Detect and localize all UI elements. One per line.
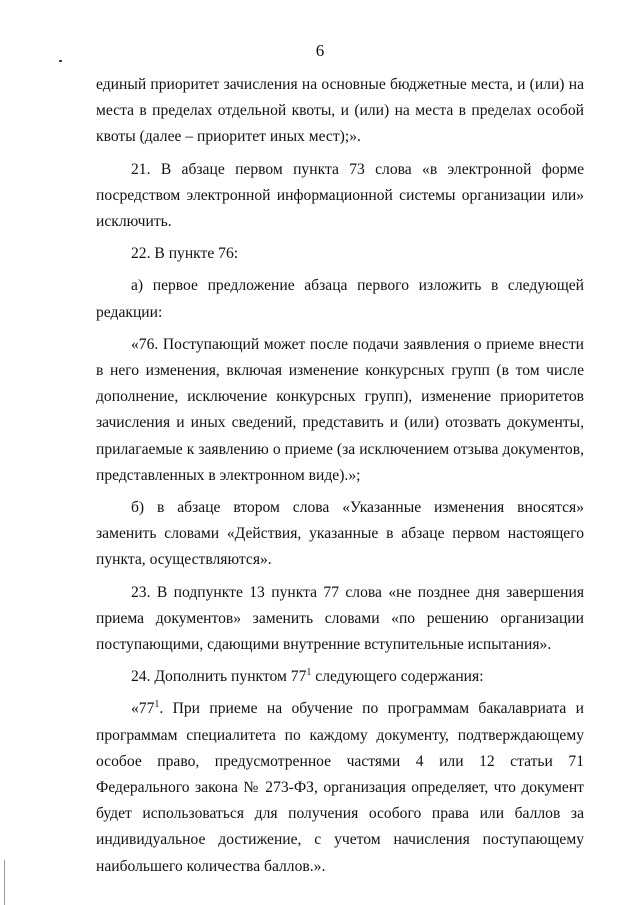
paragraph-item-22: 22. В пункте 76: — [131, 245, 239, 263]
paragraph-continuation: единый приоритет зачисления на основные бюджетные места, и (или) на места в пределах отдельной квоты, и (или) на места в пределах особой квоты (далее – приоритет иных мест);». — [96, 76, 584, 146]
paragraph-quote-76: «76. Поступающий может после подачи заявления о приеме внести в него изменения, включая изменение конкурсных групп (в том числе дополнение, исключение конкурсных групп), изменение приоритетов зачисления и иных сведений, представить и (или) отозвать документы, прилагаемые к заявлению о приеме (за исключением отзыва документов, представленных в электронном виде).»; — [96, 335, 584, 484]
item24-superscript: 1 — [306, 667, 312, 679]
paragraph-item-21: 21. В абзаце первом пункта 73 слова «в электронной форме посредством электронной информационной системы организации или» исключить. — [96, 160, 584, 231]
item77-text: «77 — [131, 700, 155, 718]
page-number: 6 — [315, 41, 325, 60]
paragraph-quote-77-1 — [96, 696, 584, 879]
scan-artifact-edge — [4, 860, 5, 905]
item77-text-end: . При приеме на обучение по программам бакалавриата и программам специалитета по каждому документу, подтверждающему особое право, предусмотренное частями 4 или 12 статьи 71 Федерального закона № 273-ФЗ, организация определяет, что документ будет использоваться для получения особого права или баллов за индивидуальное достижение, с учетом начисления поступающему наибольшего количества баллов.». — [96, 700, 584, 875]
scan-artifact-dot — [59, 60, 62, 62]
paragraph-item-24 — [96, 664, 584, 690]
paragraph-item-23: 23. В подпункте 13 пункта 77 слова «не позднее дня завершения приема документов» заменить словами «по решению организации поступающими, сдающими внутренние вступительные испытания». — [96, 583, 584, 654]
document-body — [96, 72, 584, 886]
item24-text-end: следующего содержания: — [311, 668, 484, 686]
item77-superscript: 1 — [154, 699, 160, 711]
paragraph-item-22a: а) первое предложение абзаца первого изложить в следующей редакции: — [96, 277, 584, 321]
paragraph-item-22b: б) в абзаце втором слова «Указанные изменения вносятся» заменить словами «Действия, указанные в абзаце первом настоящего пункта, осуществляются». — [96, 499, 584, 569]
item24-text: 24. Дополнить пунктом 77 — [131, 668, 307, 686]
